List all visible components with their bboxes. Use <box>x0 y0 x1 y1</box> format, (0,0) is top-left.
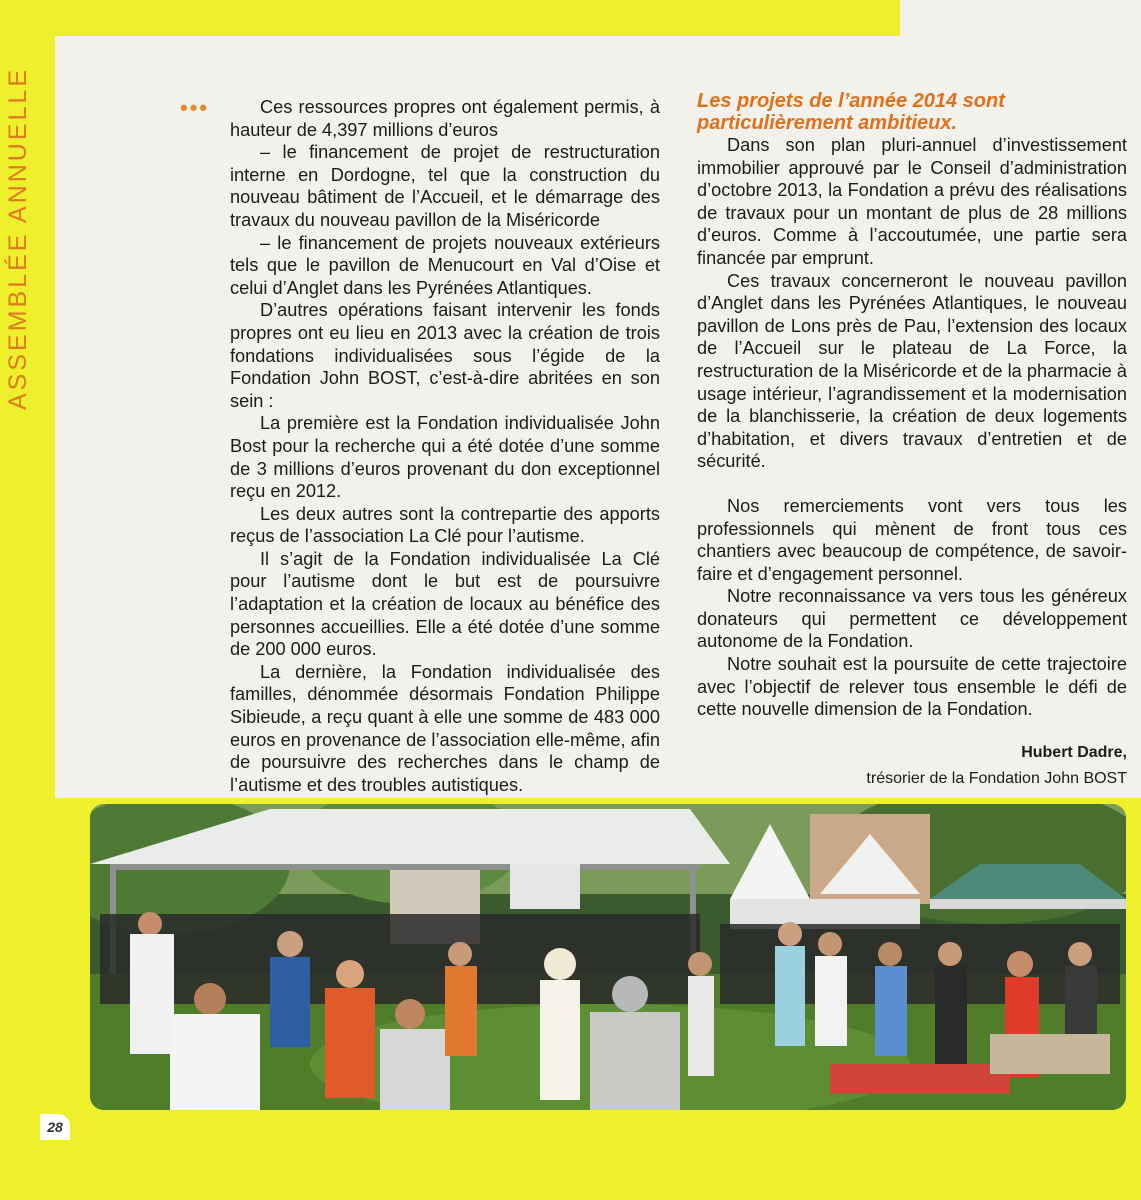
bullet-dots: ••• <box>180 95 210 120</box>
page-number: 28 <box>40 1114 70 1140</box>
event-photo <box>90 804 1126 1110</box>
paragraph: Nos remerciements vont vers tous les professionnels qui mènent de front tous ces chantiers avec beaucoup de compétence, de savoir-faire et d’engagement personnel. <box>697 495 1127 584</box>
paragraph: Il s’agit de la Fondation individualisée La Clé pour l’autisme dont le but est de poursuivre l’adaptation et la création de locaux au bénéfice des personnes accueillies. Elle a été dotée d’une somme de 200 000 euros. <box>230 548 660 660</box>
paragraph: Ces ressources propres ont également permis, à hauteur de 4,397 millions d’euros <box>230 97 660 140</box>
paragraph: – le financement de projet de restructuration interne en Dordogne, tel que la construction du nouveau bâtiment de l’Accueil, et le démarrage des travaux du nouveau pavillon de la Miséricorde <box>230 142 660 230</box>
signature-role: trésorier de la Fondation John BOST <box>866 770 1127 787</box>
paragraph: Ces travaux concerneront le nouveau pavillon d’Anglet dans les Pyrénées Atlantiques, le nouveau pavillon de Lons près de Pau, l’extension des locaux de l’Accueil sur le plateau de La Force, la restructuration de la Miséricorde et de la pharmacie à usage intérieur, l’agrandissement et la modernisation de la blanchisserie, la création de deux logements d’habitation, et divers travaux d’entretien et de sécurité. <box>697 270 1127 472</box>
paragraph: Notre souhait est la poursuite de cette trajectoire avec l’objectif de relever tous ensemble le défi de cette nouvelle dimension de la Fondation. <box>697 654 1127 720</box>
right-column <box>697 90 1127 721</box>
yellow-top-band <box>0 0 900 36</box>
paragraph: D’autres opérations faisant intervenir les fonds propres ont eu lieu en 2013 avec la création de trois fondations individualisées sous l’égide de la Fondation John BOST, c’est-à-dire abritées en son sein : <box>230 300 660 411</box>
signature-name: Hubert Dadre, <box>1021 744 1127 761</box>
yellow-bottom-band <box>0 1132 1141 1200</box>
section-heading: Les projets de l’année 2014 sont particulièrement ambitieux. <box>697 90 1005 134</box>
paragraph: Les deux autres sont la contrepartie des apports reçus de l’association La Clé pour l’autisme. <box>230 503 660 547</box>
left-column <box>230 96 660 796</box>
paragraph: Notre reconnaissance va vers tous les généreux donateurs qui permettent ce développement autonome de la Fondation. <box>697 586 1127 652</box>
paragraph: Dans son plan pluri-annuel d’investissement immobilier approuvé par le Conseil d’administration d’octobre 2013, la Fondation a prévu des réalisations de travaux pour un montant de plus de 28 millions d’euros. Comme à l’accoutumée, une partie sera financée par emprunt. <box>697 135 1127 268</box>
paragraph: – le financement de projets nouveaux extérieurs tels que le pavillon de Menucourt en Val d’Oise et celui d’Anglet dans les Pyrénées Atlantiques. <box>230 232 660 298</box>
paragraph: La première est la Fondation individualisée John Bost pour la recherche qui a été dotée d’une somme de 3 millions d’euros provenant du don exceptionnel reçu en 2012. <box>230 413 660 502</box>
paragraph: La dernière, la Fondation individualisée des familles, dénommée désormais Fondation Philippe Sibieude, a reçu quant à elle une somme de 483 000 euros en provenance de l’association elle-même, afin de poursuivre des recherches dans le champ de l’autisme et des troubles autistiques. <box>230 661 660 795</box>
section-title: ASSEMBLÉE ANNUELLE <box>4 66 32 410</box>
